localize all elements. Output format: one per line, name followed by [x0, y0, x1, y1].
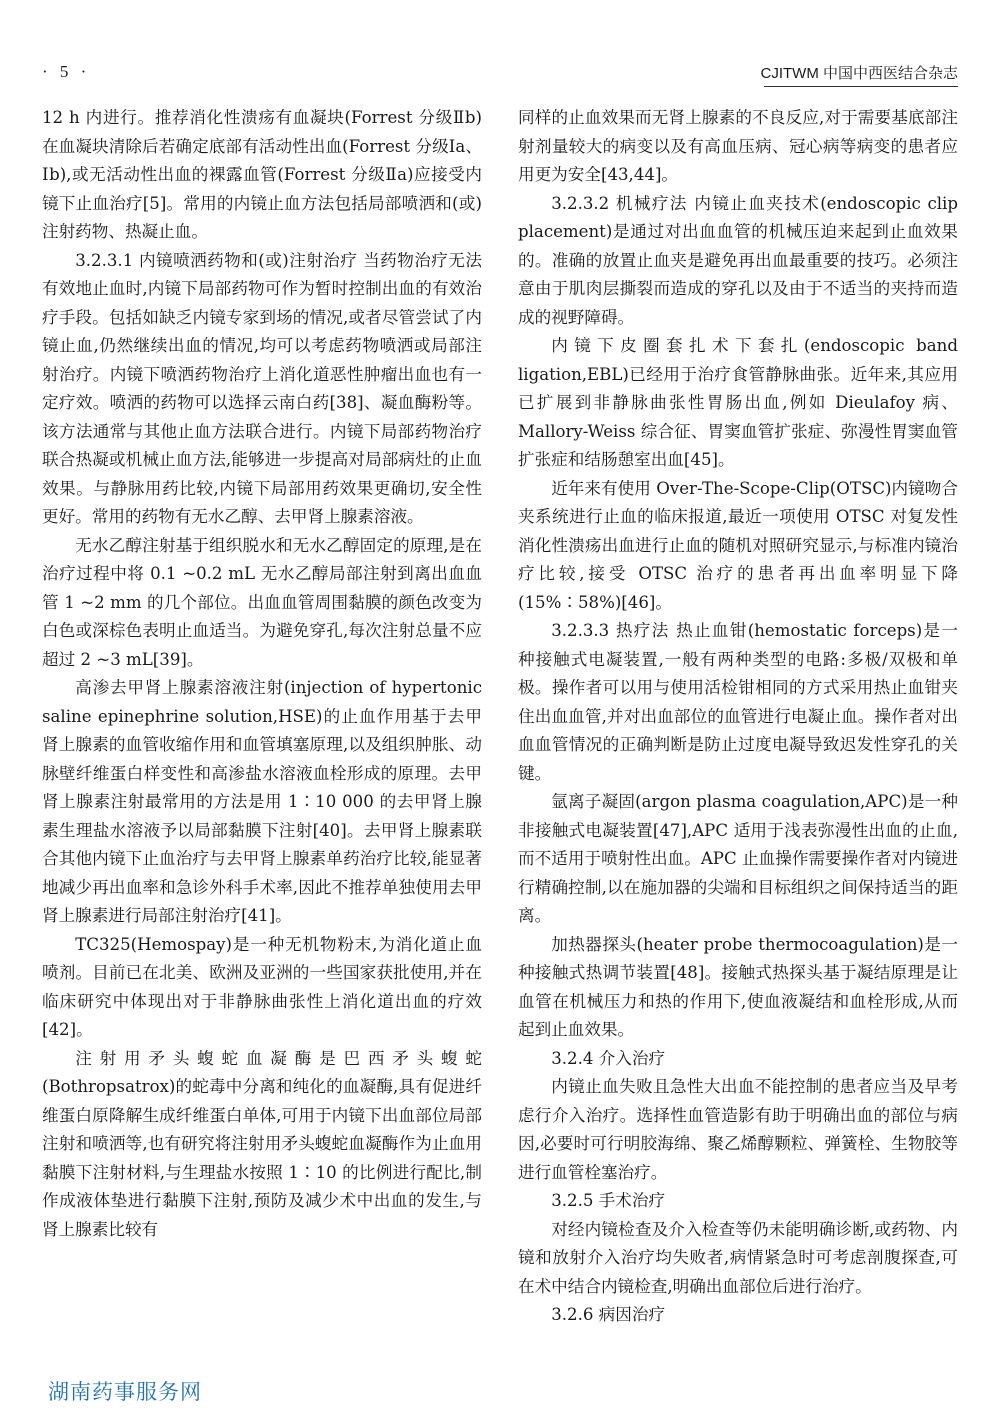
paragraph: 高渗去甲肾上腺素溶液注射(injection of hypertonic saline epinephrine solution,HSE)的止血作用基于去甲肾上腺素的血管收缩作用和血管填塞原理,以及组织肿胀、动脉壁纤维蛋白样变性和高渗盐水溶液血栓形成的原理。去甲肾上腺素注射最常用的方法是用 1∶10 000 的去甲肾上腺素生理盐水溶液予以局部黏膜下注射[40]。去甲肾上腺素联合其他内镜下止血治疗与去甲肾上腺素单药治疗比较,能显著地减少再出血率和急诊外科手术率,因此不推荐单独使用去甲肾上腺素进行局部注射治疗[41]。 — [42, 678, 482, 925]
header-rule — [764, 86, 958, 87]
paragraph: 同样的止血效果而无肾上腺素的不良反应,对于需要基底部注射剂量较大的病变以及有高血压病、冠心病等病变的患者应用更为安全[43,44]。 — [518, 108, 958, 184]
page-number: · 5 · — [42, 62, 91, 81]
left-column — [42, 104, 482, 1244]
paragraph: 3.2.3.2 机械疗法 内镜止血夹技术(endoscopic clip placement)是通过对出血血管的机械压迫来起到止血效果的。准确的放置止血夹是避免再出血最重要的技巧。必须注意由于肌肉层撕裂而造成的穿孔以及由于不适当的夹持而造成的视野障碍。 — [518, 193, 958, 327]
section-heading: 3.2.6 病因治疗 — [551, 1305, 666, 1324]
paragraph: 内镜下皮圈套扎术下套扎(endoscopic band ligation,EBL)已经用于治疗食管静脉曲张。近年来,其应用已扩展到非静脉曲张性胃肠出血,例如 Dieulafoy 病、Mallory-Weiss 综合征、胃窦血管扩张症、弥漫性胃窦血管扩张症和结肠憩室出血[45]。 — [518, 336, 958, 469]
paragraph: 无水乙醇注射基于组织脱水和无水乙醇固定的原理,是在治疗过程中将 0.1 ~0.2 mL 无水乙醇局部注射到离出血血管 1 ~2 mm 的几个部位。出血血管周围黏膜的颜色改变为白色或深棕色表明止血适当。为避免穿孔,每次注射总量不应超过 2 ~3 mL[39]。 — [42, 535, 482, 669]
paragraph: 对经内镜检查及介入检查等仍未能明确诊断,或药物、内镜和放射介入治疗均失败者,病情紧急时可考虑剖腹探查,可在术中结合内镜检查,明确出血部位后进行治疗。 — [518, 1219, 958, 1296]
right-column — [518, 104, 958, 1330]
paragraph: TC325(Hemospay)是一种无机物粉末,为消化道止血喷剂。目前已在北美、欧洲及亚洲的一些国家获批使用,并在临床研究中体现出对于非静脉曲张性上消化道出血的疗效[42]。 — [42, 934, 482, 1039]
paragraph: 内镜止血失败且急性大出血不能控制的患者应当及早考虑行介入治疗。选择性血管造影有助于明确出血的部位与病因,必要时可行明胶海绵、聚乙烯醇颗粒、弹簧栓、生物胶等进行血管栓塞治疗。 — [518, 1077, 958, 1182]
paragraph: 注射用矛头蝮蛇血凝酶是巴西矛头蝮蛇(Bothropsatrox)的蛇毒中分离和纯化的血凝酶,具有促进纤维蛋白原降解生成纤维蛋白单体,可用于内镜下出血部位局部注射和喷洒等,也有研究将注射用矛头蝮蛇血凝酶作为止血用黏膜下注射材料,与生理盐水按照 1∶10 的比例进行配比,制作成液体垫进行黏膜下注射,预防及减少术中出血的发生,与肾上腺素比较有 — [42, 1048, 482, 1239]
paragraph: 12 h 内进行。推荐消化性溃疡有血凝块(Forrest 分级Ⅱb)在血凝块清除后若确定底部有活动性出血(Forrest 分级Ⅰa、Ⅰb),或无活动性出血的裸露血管(Forrest 分级Ⅱa)应接受内镜下止血治疗[5]。常用的内镜止血方法包括局部喷洒和(或)注射药物、热凝止血。 — [42, 108, 482, 241]
journal-title: CJITWM 中国中西医结合杂志 — [760, 65, 958, 82]
paragraph: 3.2.3.3 热疗法 热止血钳(hemostatic forceps)是一种接触式电凝装置,一般有两种类型的电路:多极/双极和单极。操作者可以用与使用活检钳相同的方式采用热止血钳夹住出血血管,并对出血部位的血管进行电凝止血。操作者对出血血管情况的正确判断是防止过度电凝导致迟发性穿孔的关键。 — [518, 621, 958, 783]
paragraph: 3.2.3.1 内镜喷洒药物和(或)注射治疗 当药物治疗无法有效地止血时,内镜下局部药物可作为暂时控制出血的有效治疗手段。包括如缺乏内镜专家到场的情况,或者尽管尝试了内镜止血,仍然继续出血的情况,均可以考虑药物喷洒或局部注射治疗。内镜下喷洒药物治疗上消化道恶性肿瘤出血也有一定疗效。喷洒的药物可以选择云南白药[38]、凝血酶粉等。该方法通常与其他止血方法联合进行。内镜下局部药物治疗联合热凝或机械止血方法,能够进一步提高对局部病灶的止血效果。与静脉用药比较,内镜下局部用药效果更确切,安全性更好。常用的药物有无水乙醇、去甲肾上腺素溶液。 — [42, 250, 482, 526]
paragraph: 近年来有使用 Over-The-Scope-Clip(OTSC)内镜吻合夹系统进行止血的临床报道,最近一项使用 OTSC 对复发性消化性溃疡出血进行止血的随机对照研究显示,与标准内镜治疗比较,接受 OTSC 治疗的患者再出血率明显下降(15%∶58%)[46]。 — [518, 478, 958, 612]
paragraph: 加热器探头(heater probe thermocoagulation)是一种接触式热调节装置[48]。接触式热探头基于凝结原理是让血管在机械压力和热的作用下,使血液凝结和血栓形成,从而起到止血效果。 — [518, 934, 958, 1039]
section-heading: 3.2.5 手术治疗 — [551, 1191, 666, 1210]
section-heading: 3.2.4 介入治疗 — [551, 1048, 666, 1068]
page-header — [42, 58, 958, 88]
paragraph: 氩离子凝固(argon plasma coagulation,APC)是一种非接触式电凝装置[47],APC 适用于浅表弥漫性出血的止血,而不适用于喷射性出血。APC 止血操作需要操作者对内镜进行精确控制,以在施加器的尖端和目标组织之间保持适当的距离。 — [518, 792, 958, 925]
watermark: 湖南药事服务网 — [48, 1380, 202, 1404]
